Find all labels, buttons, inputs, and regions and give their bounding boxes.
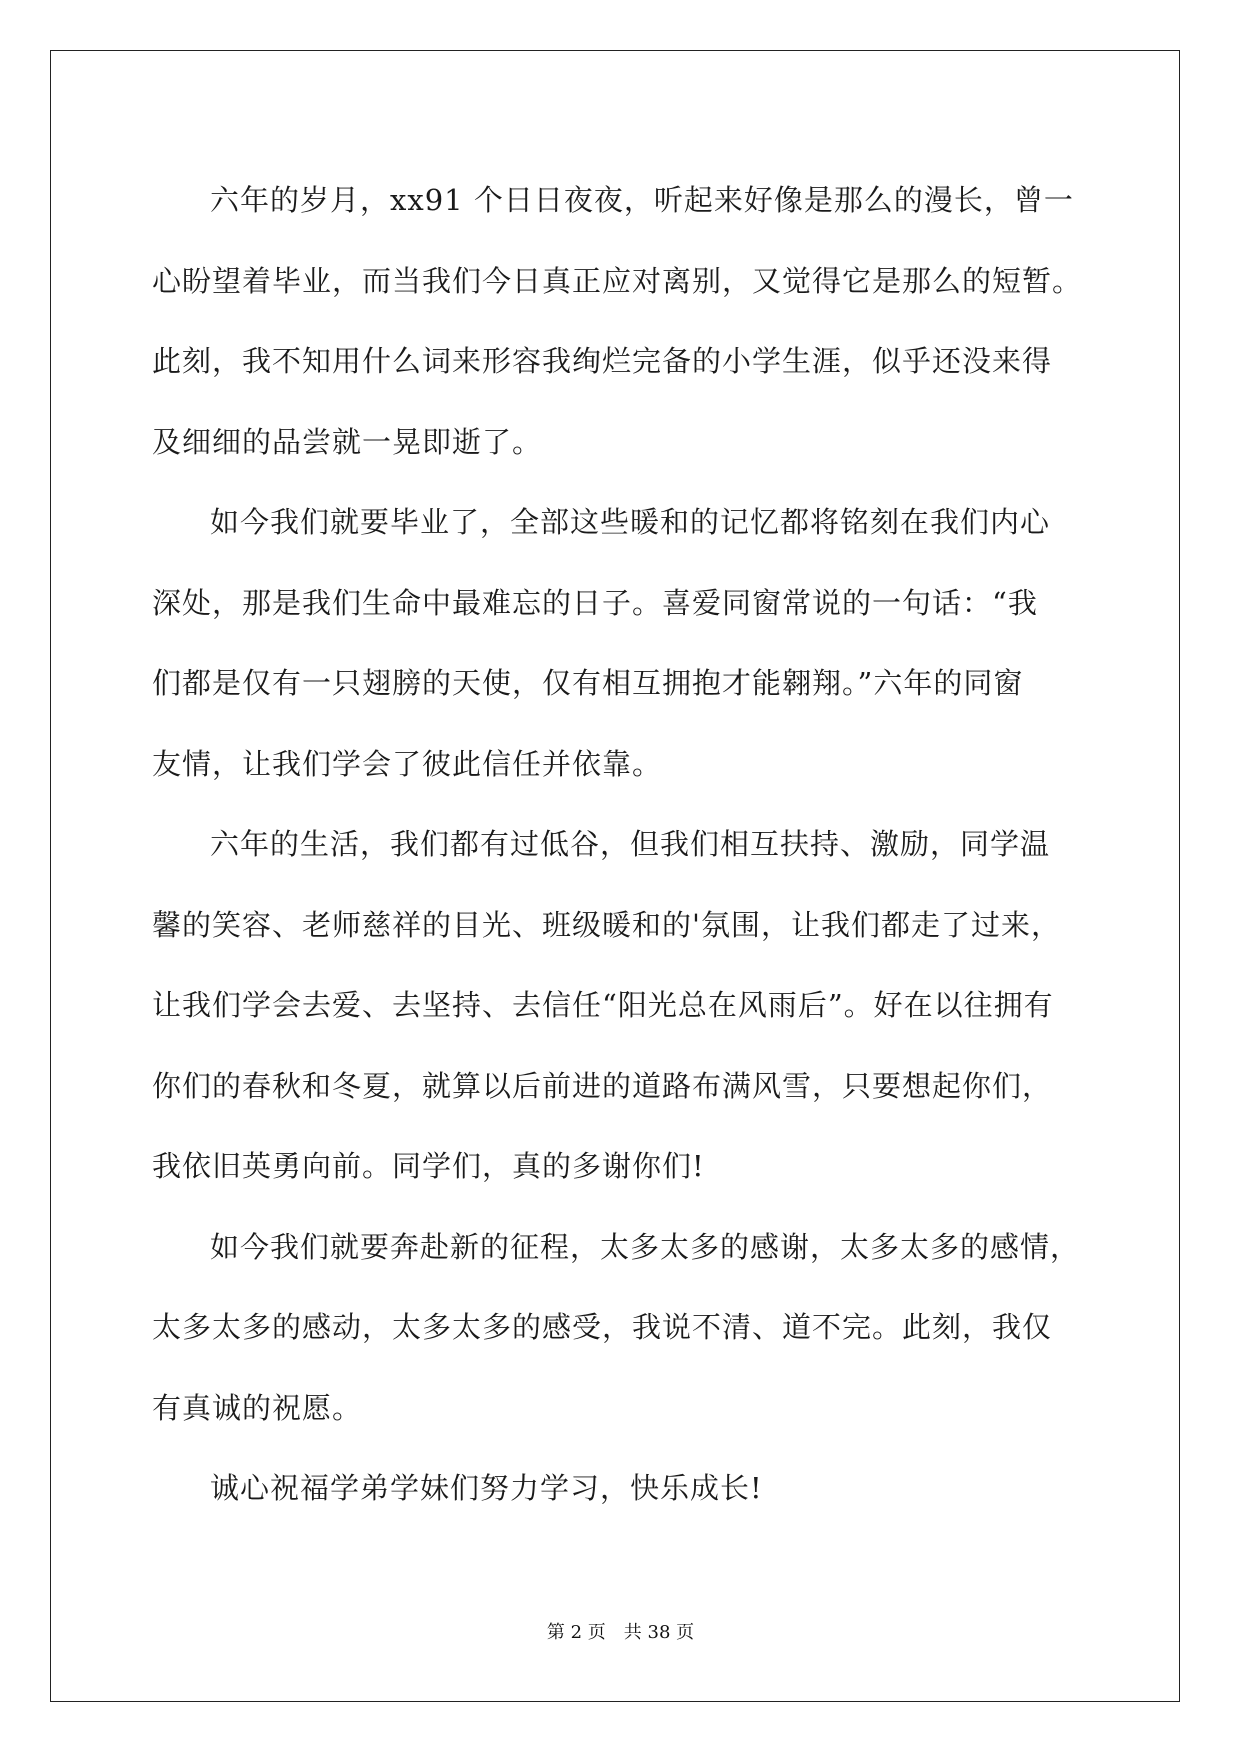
text-line: 如今我们就要毕业了，全部这些暖和的记忆都将铭刻在我们内心 [210, 505, 1051, 539]
paragraph-5 [152, 1448, 1092, 1529]
page-number: 第 2 页 [546, 1622, 606, 1643]
paragraph-4 [152, 1207, 1092, 1449]
text-line: 有真诚的祝愿。 [152, 1390, 363, 1425]
text-line: 诚心祝福学弟学妹们努力学习，快乐成长! [210, 1471, 763, 1505]
document-body [152, 160, 1092, 1529]
text-line: 让我们学会去爱、去坚持、去信任“阳光总在风雨后”。好在以往拥有 [152, 988, 1054, 1022]
text-line: 我依旧英勇向前。同学们，真的多谢你们! [152, 1149, 705, 1183]
text-line: 馨的笑容、老师慈祥的目光、班级暖和的'氛围，让我们都走了过来， [152, 907, 1061, 942]
text-line: 友情，让我们学会了彼此信任并依靠。 [152, 746, 663, 781]
text-line: 六年的岁月，xx91 个日日夜夜，听起来好像是那么的漫长，曾一 [210, 183, 1074, 217]
paragraph-1 [152, 160, 1092, 482]
text-line: 深处，那是我们生命中最难忘的日子。喜爱同窗常说的一句话：“我 [152, 585, 1038, 620]
text-line: 太多太多的感动，太多太多的感受，我说不清、道不完。此刻，我仅 [152, 1310, 1053, 1344]
text-line: 六年的生活，我们都有过低谷，但我们相互扶持、激励，同学温 [210, 827, 1051, 861]
text-line: 你们的春秋和冬夏，就算以后前进的道路布满风雪，只要想起你们， [152, 1068, 1053, 1103]
text-line: 们都是仅有一只翅膀的天使，仅有相互拥抱才能翱翔。”六年的同窗 [152, 666, 1024, 700]
text-line: 如今我们就要奔赴新的征程，太多太多的感谢，太多太多的感情， [210, 1229, 1081, 1264]
text-line: 此刻，我不知用什么词来形容我绚烂完备的小学生涯，似乎还没来得 [152, 344, 1053, 378]
paragraph-2 [152, 482, 1092, 804]
page-footer [0, 1618, 1241, 1644]
text-line: 及细细的品尝就一晃即逝了。 [152, 424, 543, 459]
page-total: 共 38 页 [623, 1622, 695, 1643]
text-line: 心盼望着毕业，而当我们今日真正应对离别，又觉得它是那么的短暂。 [152, 263, 1083, 298]
paragraph-3 [152, 804, 1092, 1207]
